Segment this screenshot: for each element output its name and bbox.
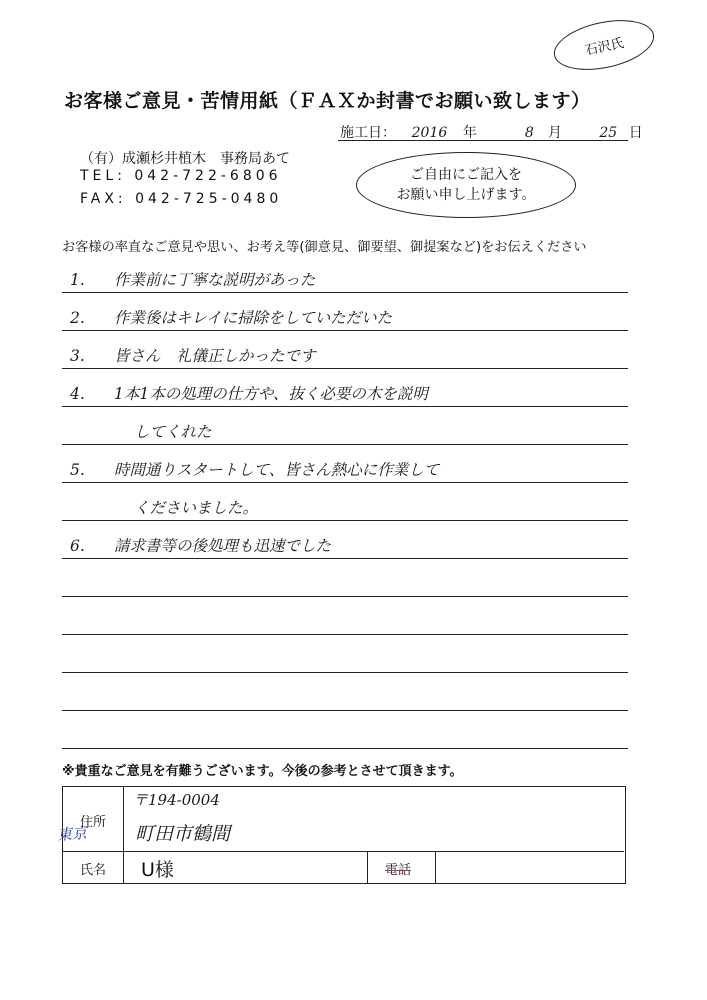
address-field[interactable]: 町田市鶴間: [135, 823, 231, 845]
phone-label-divider: [435, 851, 436, 883]
comment-line: [62, 634, 628, 635]
comment-line: [62, 330, 628, 331]
comment-entry[interactable]: [70, 344, 316, 366]
entry-number: 6.: [70, 537, 85, 555]
entry-number: 2.: [70, 309, 85, 327]
bubble-line-1: ご自由にご記入を: [410, 167, 522, 183]
day-unit: 日: [628, 125, 643, 141]
comment-line: [62, 710, 628, 711]
entry-number: 3.: [70, 347, 85, 365]
staff-stamp: [549, 12, 658, 78]
row-divider: [63, 851, 624, 852]
comment-line: [62, 444, 628, 445]
office-fax: FAX: 042-725-0480: [80, 191, 283, 207]
date-year[interactable]: 2016: [411, 125, 448, 141]
month-unit: 月: [547, 125, 562, 141]
entry-text: 皆さん 礼儀正しかったです: [114, 347, 316, 365]
comment-entry[interactable]: [70, 306, 392, 328]
date-day[interactable]: 25: [599, 125, 618, 141]
staff-stamp-text: 石沢氏: [583, 35, 626, 59]
free-comment-bubble: [356, 152, 576, 218]
date-month[interactable]: 8: [524, 125, 534, 141]
comment-entry[interactable]: [70, 382, 428, 404]
entry-continuation[interactable]: くださいました。: [134, 499, 259, 517]
comment-entry[interactable]: [70, 534, 331, 556]
comment-line: [62, 672, 628, 673]
name-field[interactable]: U様: [141, 859, 174, 881]
entry-text: 作業前に丁寧な説明があった: [114, 271, 316, 289]
comment-entry[interactable]: [70, 268, 315, 290]
date-label: 施工日：: [340, 125, 396, 141]
prefecture-text: 東京: [56, 823, 88, 845]
comment-line: [62, 368, 628, 369]
comment-line: [62, 520, 628, 521]
entry-text: 作業後はキレイに掃除をしていただいた: [114, 309, 393, 327]
comment-line: [62, 482, 628, 483]
bubble-line-2: お願い申し上げます。: [396, 187, 536, 203]
construction-date: [340, 122, 643, 142]
comment-line: [62, 748, 628, 749]
address-label: 住所: [80, 815, 107, 830]
comment-prompt: お客様の率直なご意見や思い、お考え等(御意見、御要望、御提案など)をお伝えください: [62, 240, 587, 255]
comment-entry[interactable]: [70, 458, 439, 480]
entry-number: 1.: [70, 271, 85, 289]
year-unit: 年: [462, 125, 477, 141]
comment-line: [62, 558, 628, 559]
name-label: 氏名: [80, 863, 107, 878]
contact-box: [56, 786, 626, 884]
name-phone-divider: [367, 851, 368, 883]
entry-number: 5.: [70, 461, 85, 479]
office-name: （有）成瀬杉井植木 事務局あて: [80, 151, 290, 167]
comment-line: [62, 406, 628, 407]
entry-text: 1本1本の処理の仕方や、抜く必要の木を説明: [114, 385, 428, 403]
office-tel: TEL: 042-722-6806: [80, 168, 282, 184]
phone-field[interactable]: [443, 857, 619, 879]
entry-text: 請求書等の後処理も迅速でした: [114, 537, 332, 555]
comment-line: [62, 596, 628, 597]
form-title: お客様ご意見・苦情用紙（ＦＡＸか封書でお願い致します）: [64, 90, 591, 112]
label-divider: [123, 787, 124, 883]
comment-line: [62, 292, 628, 293]
thank-you-note: ※貴重なご意見を有難うございます。今後の参考とさせて頂きます。: [62, 764, 463, 779]
date-underline: [338, 140, 628, 141]
entry-number: 4.: [70, 385, 85, 403]
entry-text: 時間通りスタートして、皆さん熱心に作業して: [114, 461, 440, 479]
phone-label: 電話: [385, 863, 412, 878]
postal-code[interactable]: 〒194-0004: [133, 791, 220, 809]
entry-continuation[interactable]: してくれた: [134, 423, 212, 441]
